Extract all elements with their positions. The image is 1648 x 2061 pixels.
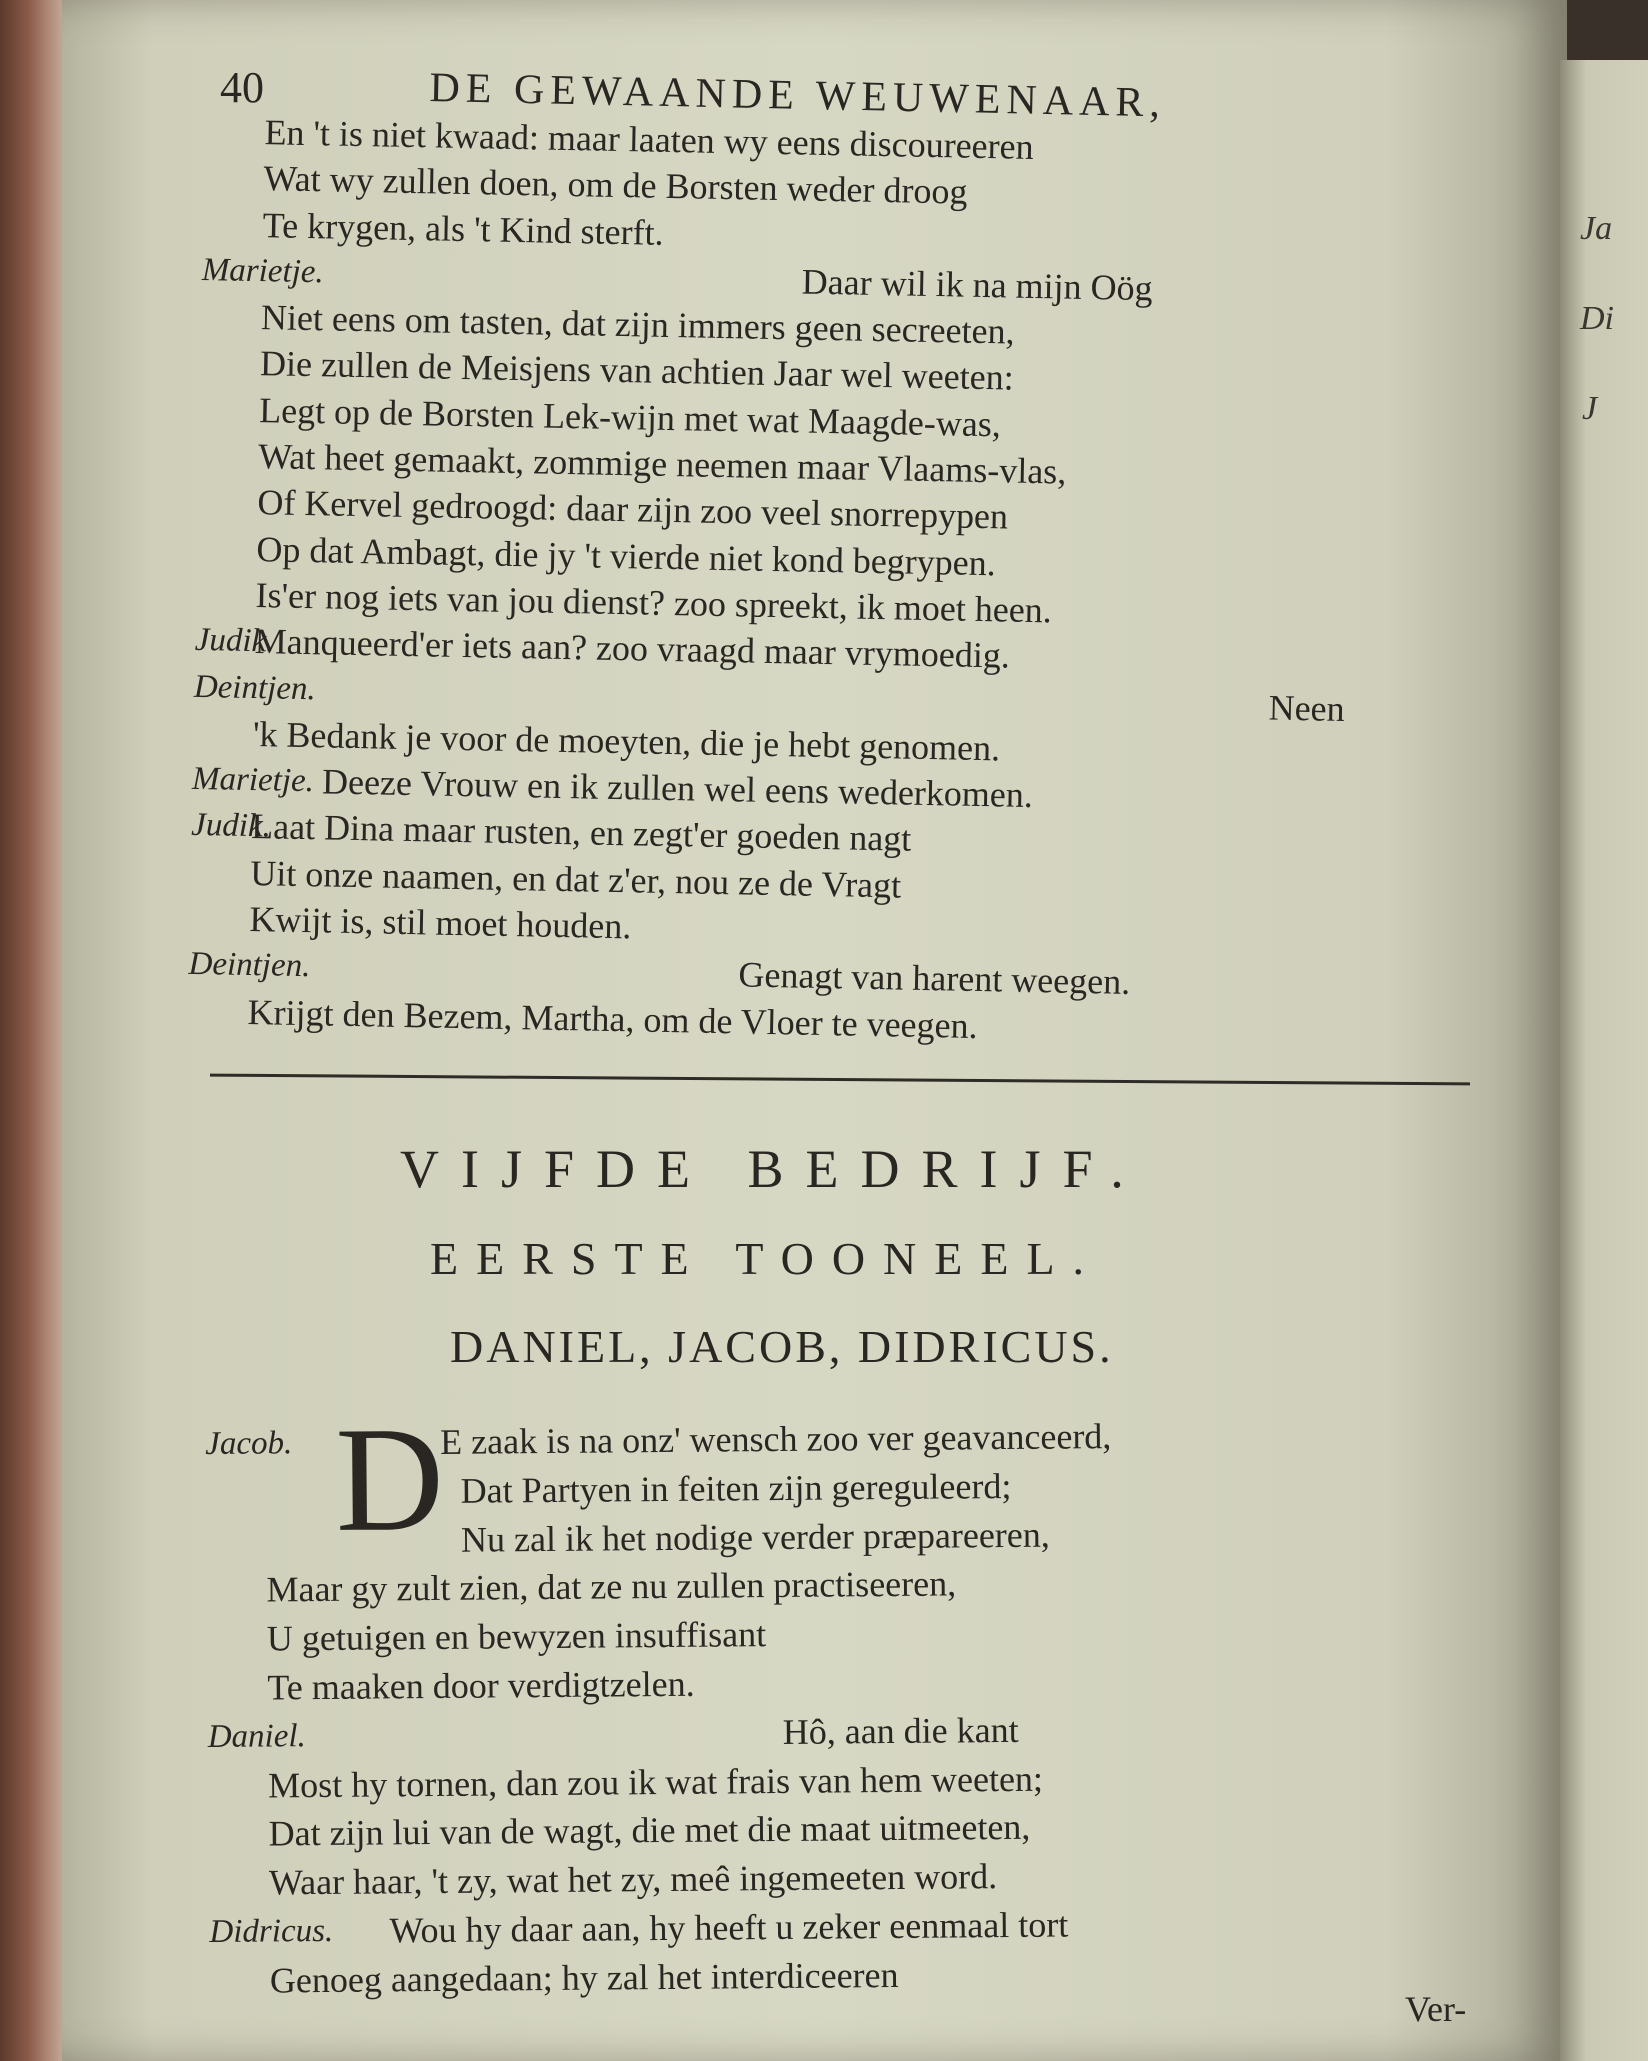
verse-line: Dat zijn lui van de wagt, die met die maat uitmeeten, (268, 1807, 1031, 1854)
page-number: 40 (220, 63, 264, 112)
verse-line: Niet eens om tasten, dat zijn immers geen secreeten, (260, 297, 1015, 352)
book-spine-edge (0, 0, 70, 2061)
verse-line: Maar gy zult zien, dat ze nu zullen practiseeren, (266, 1563, 957, 1610)
verse-line: Waar haar, 't zy, wat het zy, meê ingemeeten word. (268, 1856, 998, 1903)
verse-line: Legt op de Borsten Lek-wijn met wat Maagde-was, (258, 389, 1002, 445)
verse-line: Most hy tornen, dan zou ik wat frais van hem weeten; (268, 1758, 1044, 1806)
verse-line: Jacob. E zaak is na onz' wensch zoo ver geavanceerd, (205, 1410, 1355, 1469)
verse-line: Judik. Laat Dina maar rusten, en zegt'er goeden nagt (191, 802, 1342, 870)
verse-line: Deintjen. Neen (193, 663, 1344, 731)
drop-cap: D (334, 1395, 445, 1563)
verse-line: Uit onze naamen, en dat z'er, nou ze de Vragt (249, 852, 902, 906)
facing-page-edge (1560, 60, 1648, 2061)
verse-line: Genoeg aangedaan; hy zal het interdiceeren (269, 1954, 899, 2001)
speaker-name: Judik. (190, 807, 272, 845)
verse-line: Te maaken door verdigtzelen. (267, 1663, 695, 1708)
verse-line: Die zullen de Meisjens van achtien Jaar wel weeten: (259, 343, 1015, 399)
speaker-name: Daniel. (207, 1717, 306, 1755)
speaker-name: Jacob. (205, 1425, 293, 1462)
verse-line: 'k Bedank je voor de moeyten, die je hebt genomen. (252, 713, 1001, 769)
verse-line: En 't is niet kwaad: maar laaten wy eens discoureeren (264, 112, 1034, 167)
verse-line: Dat Partyen in feiten zijn gereguleerd; (460, 1465, 1012, 1511)
dialogue-block (205, 1395, 1360, 2006)
running-title: DE GEWAANDE WEUWENAAR, (429, 64, 1167, 127)
verse-line: Op dat Ambagt, die jy 't vierde niet kond begrypen. (256, 528, 997, 583)
facing-page-fragment: Ja (1580, 210, 1613, 247)
scene-title: EERSTE TOONEEL. (430, 1233, 1103, 1284)
speaker-name: Marietje. (201, 251, 325, 291)
verse-line: Marietje. Daar wil ik na mijn Oög (201, 247, 1352, 315)
verse-line: Daniel. Hô, aan die kant (208, 1703, 1358, 1762)
verse-line: Wat wy zullen doen, om de Borsten weder droog (263, 158, 968, 212)
catchword: Ver- (1405, 1989, 1467, 2029)
speaker-name: Marietje. (191, 761, 315, 800)
verse-line: Marietje. Deeze Vrouw en ik zullen wel eens wederkomen. (192, 756, 1343, 824)
verse-line: Te krygen, als 't Kind sterft. (262, 204, 664, 253)
cast-list: DANIEL, JACOB, DIDRICUS. (450, 1321, 1114, 1372)
verse-line: Krijgt den Bezem, Martha, om de Vloer te veegen. (247, 991, 979, 1046)
dialogue-block (187, 108, 1355, 1056)
verse-line: Didricus. Wou hy daar aan, hy heeft u zeker eenmaal tort (209, 1898, 1359, 1957)
speaker-name: Deintjen. (188, 946, 311, 985)
verse-line: U getuigen en bewyzen insuffisant (266, 1614, 767, 1659)
verse-line: Kwijt is, stil moet houden. (249, 899, 632, 947)
verse-line: Deintjen. Genagt van harent weegen. (188, 941, 1339, 1009)
speaker-name: Judik. (194, 622, 275, 660)
speaker-name: Didricus. (209, 1912, 334, 1950)
facing-page-fragment: J (1582, 390, 1598, 427)
facing-page-fragment: Di (1580, 300, 1614, 337)
verse-line: Judik. Manqueerd'er iets aan? zoo vraagd maar vrymoedig. (194, 617, 1345, 685)
verse-line: Nu zal ik het nodige verder præpareeren, (460, 1514, 1050, 1560)
verse-line: Is'er nog iets van jou dienst? zoo spreekt, ik moet heen. (255, 575, 1053, 631)
verse-line: Of Kervel gedroogd: daar zijn zoo veel snorrepypen (257, 482, 1009, 537)
verse-line: Wat heet gemaakt, zommige neemen maar Vlaams-vlas, (257, 436, 1067, 492)
act-title: VIJFDE BEDRIJF. (400, 1139, 1146, 1199)
speaker-name: Deintjen. (193, 668, 317, 707)
